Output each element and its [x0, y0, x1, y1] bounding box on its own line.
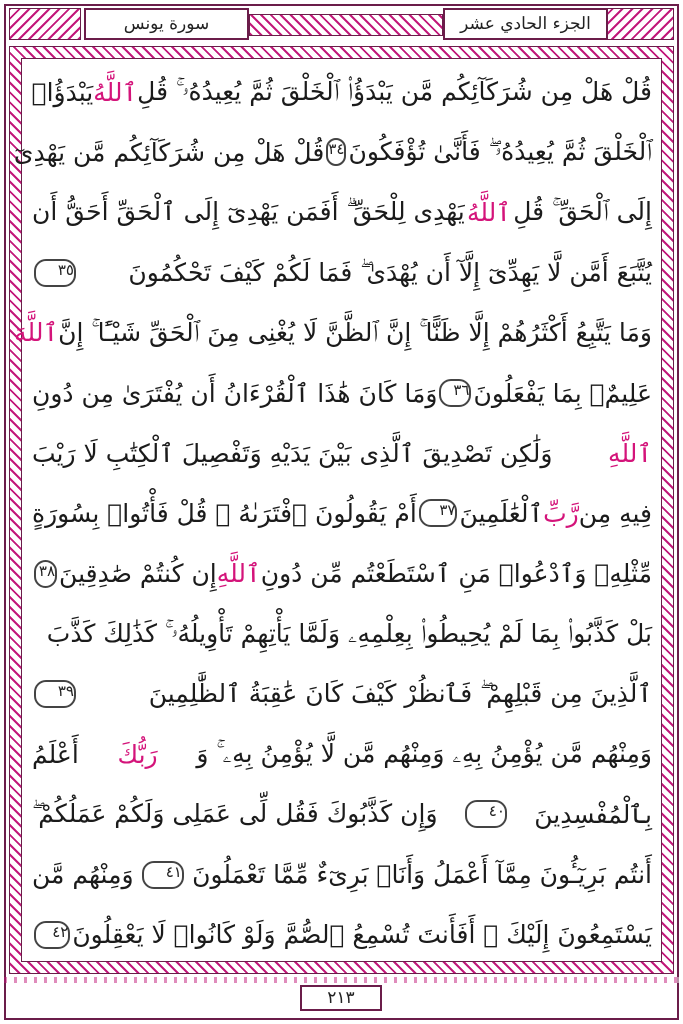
line-3-highlight: ٱللَّهُ [467, 197, 511, 227]
ayah-marker: ٤١ [142, 861, 184, 889]
line-12-end: أَعْلَمُ [32, 739, 79, 769]
line-10-text: بَلْ كَذَّبُوا۟ بِمَا لَمْ يُحِيطُوا۟ بِعِلْمِهِۦ وَلَمَّا يَأْتِهِمْ تَأْوِيلُهُۥ ۚ كَذَٰلِكَ كَذَّبَ [46, 618, 652, 648]
header-ornament-middle [249, 14, 443, 36]
text-line-2 [13, 122, 652, 182]
line-13-text: بِٱلْمُفْسِدِينَ [534, 799, 652, 829]
line-1-end: يَبْدَؤُا۟ [31, 77, 94, 107]
line-4-text: يُتَّبَعَ أَمَّن لَّا يَهِدِّىٓ إِلَّآ أَن يُهْدَىٰ ۖ فَمَا لَكُمْ كَيْفَ تَحْكُمُونَ [128, 257, 652, 287]
line-13-end: وَإِن كَذَّبُوكَ فَقُل لِّى عَمَلِى وَلَكُمْ عَمَلُكُمْ ۖ [32, 799, 438, 829]
ayah-marker: ٣٦ [439, 379, 471, 407]
line-1-highlight: ٱللَّهُ [93, 77, 138, 107]
line-5-highlight: ٱللَّهَ [14, 318, 59, 348]
line-2-text: ٱلْخَلْقَ ثُمَّ يُعِيدُهُۥ ۖ فَأَنَّىٰ تُؤْفَكُونَ [348, 137, 652, 167]
text-line-10 [32, 604, 652, 664]
line-11-text: ٱلَّذِينَ مِن قَبْلِهِمْ ۖ فَٱنظُرْ كَيْفَ كَانَ عَٰقِبَةُ ٱلظَّٰلِمِينَ [148, 678, 652, 708]
line-7-end: وَلَٰكِن تَصْدِيقَ ٱلَّذِى بَيْنَ يَدَيْهِ وَتَفْصِيلَ ٱلْكِتَٰبِ لَا رَيْبَ [32, 438, 553, 468]
line-6-text: عَلِيمٌۢ بِمَا يَفْعَلُونَ [473, 378, 652, 408]
line-8-mid: ٱلْعَٰلَمِينَ [459, 498, 544, 528]
line-9-mid: إِن كُنتُمْ صَٰدِقِينَ [59, 559, 217, 589]
ayah-marker: ٤٠ [465, 800, 507, 828]
text-line-4 [32, 243, 652, 303]
text-line-12 [32, 724, 652, 784]
text-line-15 [32, 905, 652, 965]
quran-text [13, 62, 652, 965]
text-line-14 [32, 844, 652, 904]
surah-title-box [84, 8, 249, 40]
line-8-end: أَمْ يَقُولُونَ ٱفْتَرَىٰهُ ۖ قُلْ فَأْتُوا۟ بِسُورَةٍ [32, 498, 417, 528]
text-line-5 [14, 303, 652, 363]
line-7-highlight: ٱللَّهِ [608, 438, 652, 468]
line-3-text: إِلَى ٱلْحَقِّ ۚ قُلِ [513, 197, 652, 227]
page-number-box [300, 985, 382, 1011]
line-3-end: يَهْدِى لِلْحَقِّ ۗ أَفَمَن يَهْدِىٓ إِلَى ٱلْحَقِّ أَحَقُّ أَن [32, 197, 465, 227]
header-ornament-left [9, 8, 81, 40]
header-ornament-right [602, 8, 674, 40]
line-9-highlight: ٱللَّهِ [216, 559, 261, 589]
line-14-text: أَنتُم بَرِيٓـُٔونَ مِمَّآ أَعْمَلُ وَأَنَا۠ بَرِىٓءٌ مِّمَّا تَعْمَلُونَ [192, 860, 652, 890]
line-8-text: فِيهِ مِن [578, 498, 652, 528]
line-5-text: وَمَا يَتَّبِعُ أَكْثَرُهُمْ إِلَّا ظَنًّا ۚ إِنَّ ٱلظَّنَّ لَا يُغْنِى مِنَ ٱلْحَقِّ شَيْـًٔا ۚ إِنَّ [58, 317, 652, 347]
juz-title-box [443, 8, 608, 40]
juz-title: الجزء الحادي عشر [460, 14, 591, 34]
text-line-8 [32, 483, 652, 543]
ayah-marker: ٣٩ [34, 680, 76, 708]
line-6-end: وَمَا كَانَ هَٰذَا ٱلْقُرْءَانُ أَن يُفْتَرَىٰ مِن دُونِ [32, 378, 438, 408]
line-14-end: وَمِنْهُم مَّن [32, 860, 134, 890]
text-line-7 [32, 423, 652, 483]
surah-title: سورة يونس [123, 14, 210, 34]
page-number: ٢١٣ [327, 988, 355, 1008]
line-15-text: يَسْتَمِعُونَ إِلَيْكَ ۚ أَفَأَنتَ تُسْمِعُ ٱلصُّمَّ وَلَوْ كَانُوا۟ لَا يَعْقِلُونَ [72, 920, 652, 950]
ayah-marker: ٣٨ [34, 560, 57, 588]
bottom-ornament [4, 977, 679, 983]
line-1-text: قُلْ هَلْ مِن شُرَكَآئِكُم مَّن يَبْدَؤُا۟ ٱلْخَلْقَ ثُمَّ يُعِيدُهُۥ ۚ قُلِ [137, 77, 652, 107]
line-9-text: مِّثْلِهِۦ وَٱدْعُوا۟ مَنِ ٱسْتَطَعْتُم مِّن دُونِ [260, 559, 652, 589]
text-line-13 [32, 784, 652, 844]
text-line-1 [32, 62, 652, 122]
line-2-end: قُلْ هَلْ مِن شُرَكَآئِكُم مَّن يَهْدِىٓ [13, 137, 325, 167]
text-line-11 [32, 664, 652, 724]
line-8-highlight: رَّبِّ [543, 498, 579, 528]
ayah-marker: ٣٧ [419, 499, 458, 527]
text-line-3 [32, 182, 652, 242]
line-12-highlight: رَبُّكَ [117, 739, 158, 769]
line-12-text: وَمِنْهُم مَّن يُؤْمِنُ بِهِۦ وَمِنْهُم مَّن لَّا يُؤْمِنُ بِهِۦ ۚ وَ [196, 739, 652, 769]
text-line-9 [32, 544, 652, 604]
ayah-marker: ٣٥ [34, 259, 76, 287]
ayah-marker: ٤٢ [34, 921, 70, 949]
text-line-6 [32, 363, 652, 423]
ayah-marker: ٣٤ [326, 138, 346, 166]
